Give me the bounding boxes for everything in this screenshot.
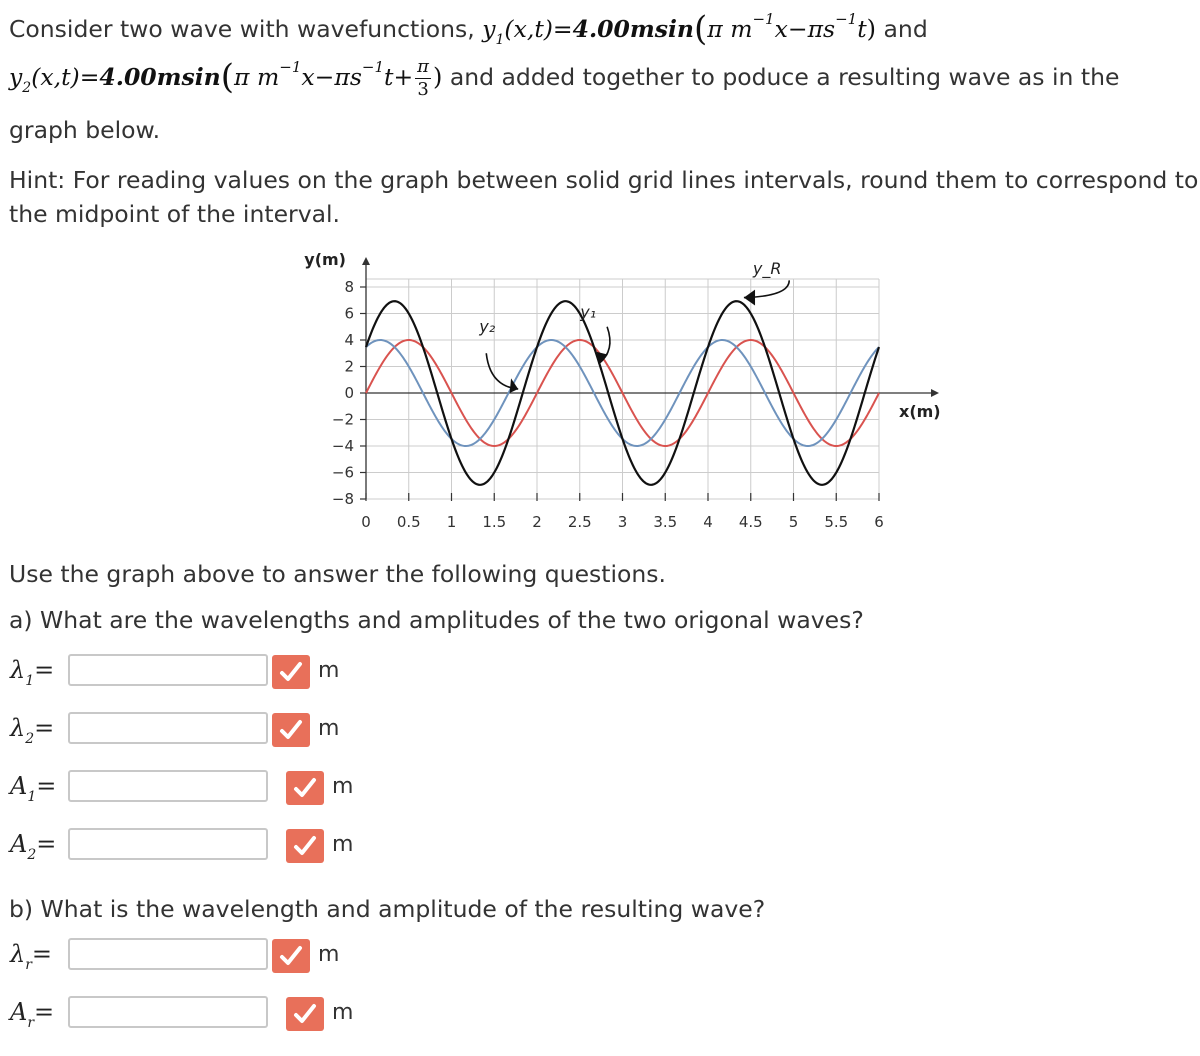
answer-input[interactable] <box>68 712 268 744</box>
answer-input[interactable] <box>68 828 268 860</box>
y1-equation: $y_1(x,t)=4.00msin(\pi$ $m^{-1}x-\pi s^{-1}t$) <box>482 9 877 49</box>
annotation-y1: y₁ <box>580 302 597 322</box>
check-button[interactable] <box>272 713 310 747</box>
x-tick-label: 3 <box>617 513 628 531</box>
x-tick-label: 5.5 <box>824 513 849 531</box>
y-tick-label: −8 <box>331 490 354 508</box>
check-button[interactable] <box>286 771 324 805</box>
unit-label: m <box>318 942 340 967</box>
question-a: a) What are the wavelengths and amplitudes of the two origonal waves? <box>9 606 864 634</box>
x-tick-label: 5 <box>788 513 799 531</box>
answer-label: $\lambda_1=$ <box>10 656 55 689</box>
answer-label: $\lambda_2=$ <box>10 714 55 747</box>
checkmark-icon <box>293 1003 317 1025</box>
checkmark-icon <box>293 835 317 857</box>
answer-label: $\lambda_r=$ <box>10 940 53 973</box>
x-tick-label: 1.5 <box>482 513 507 531</box>
x-tick-label: 2.5 <box>567 513 592 531</box>
annotation-y2: y₂ <box>479 317 496 337</box>
arrowhead-yR-icon <box>744 290 755 306</box>
checkmark-icon <box>293 777 317 799</box>
x-tick-label: 0.5 <box>396 513 421 531</box>
intro-text: Consider two wave with wavefunctions, <box>9 15 475 43</box>
x-tick-label: 3.5 <box>653 513 678 531</box>
checkmark-icon <box>279 945 303 967</box>
continuation-text: and added together to poduce a resulting wave as in the <box>449 63 1120 91</box>
unit-label: m <box>332 1000 354 1025</box>
answer-label: $A_r=$ <box>10 998 55 1031</box>
x-axis-arrow-icon <box>931 389 939 397</box>
x-tick-label: 0 <box>361 513 371 531</box>
pi-over-3-fraction: $\frac{\pi}{3}$ <box>417 56 429 100</box>
unit-label: m <box>318 716 340 741</box>
unit-label: m <box>332 832 354 857</box>
use-graph-text: Use the graph above to answer the following questions. <box>9 560 667 588</box>
answer-label: $A_1=$ <box>10 772 57 805</box>
check-button[interactable] <box>272 939 310 973</box>
y-tick-label: −4 <box>331 437 354 455</box>
answer-input[interactable] <box>68 654 268 686</box>
x-tick-label: 6 <box>874 513 884 531</box>
checkmark-icon <box>279 719 303 741</box>
y-axis-label: y(m) <box>304 250 346 269</box>
checkmark-icon <box>279 661 303 683</box>
problem-line-3: graph below. <box>9 116 161 144</box>
y-tick-label: 0 <box>344 384 354 402</box>
answer-input[interactable] <box>68 770 268 802</box>
y-tick-label: 2 <box>344 357 354 376</box>
problem-line-1 <box>9 6 928 49</box>
y-tick-label: −2 <box>331 410 354 429</box>
check-button[interactable] <box>286 997 324 1031</box>
check-button[interactable] <box>272 655 310 689</box>
check-button[interactable] <box>286 829 324 863</box>
unit-label: m <box>332 774 354 799</box>
and-text: and <box>883 15 928 43</box>
x-axis-label: x(m) <box>899 402 941 421</box>
y-tick-label: 8 <box>344 278 354 296</box>
x-tick-label: 2 <box>532 513 542 531</box>
problem-line-2 <box>9 54 1119 101</box>
y-tick-label: 6 <box>344 304 354 323</box>
grid <box>366 279 879 499</box>
answer-input[interactable] <box>68 996 268 1028</box>
question-b: b) What is the wavelength and amplitude of the resulting wave? <box>9 895 766 923</box>
hint-line-1: Hint: For reading values on the graph between solid grid lines intervals, round them to correspond to <box>9 166 1199 194</box>
x-tick-label: 4.5 <box>738 513 763 531</box>
hint-line-2: the midpoint of the interval. <box>9 200 340 228</box>
unit-label: m <box>318 658 340 683</box>
y-axis-arrow-icon <box>362 257 370 265</box>
wave-graph <box>270 248 941 548</box>
axes <box>360 257 939 501</box>
x-tick-label: 4 <box>703 513 713 531</box>
y-tick-label: 4 <box>344 331 354 349</box>
answer-input[interactable] <box>68 938 268 970</box>
annotation-yR: y_R <box>752 258 782 278</box>
y-tick-label: −6 <box>331 463 354 482</box>
answer-label: $A_2=$ <box>10 830 57 863</box>
y2-equation: $y_2(x,t)=4.00msin(\pi$ $m^{-1}x-\pi s^{-1}t+$ $\frac{\pi}{3}$ ) <box>9 56 443 100</box>
x-tick-label: 1 <box>446 513 457 531</box>
